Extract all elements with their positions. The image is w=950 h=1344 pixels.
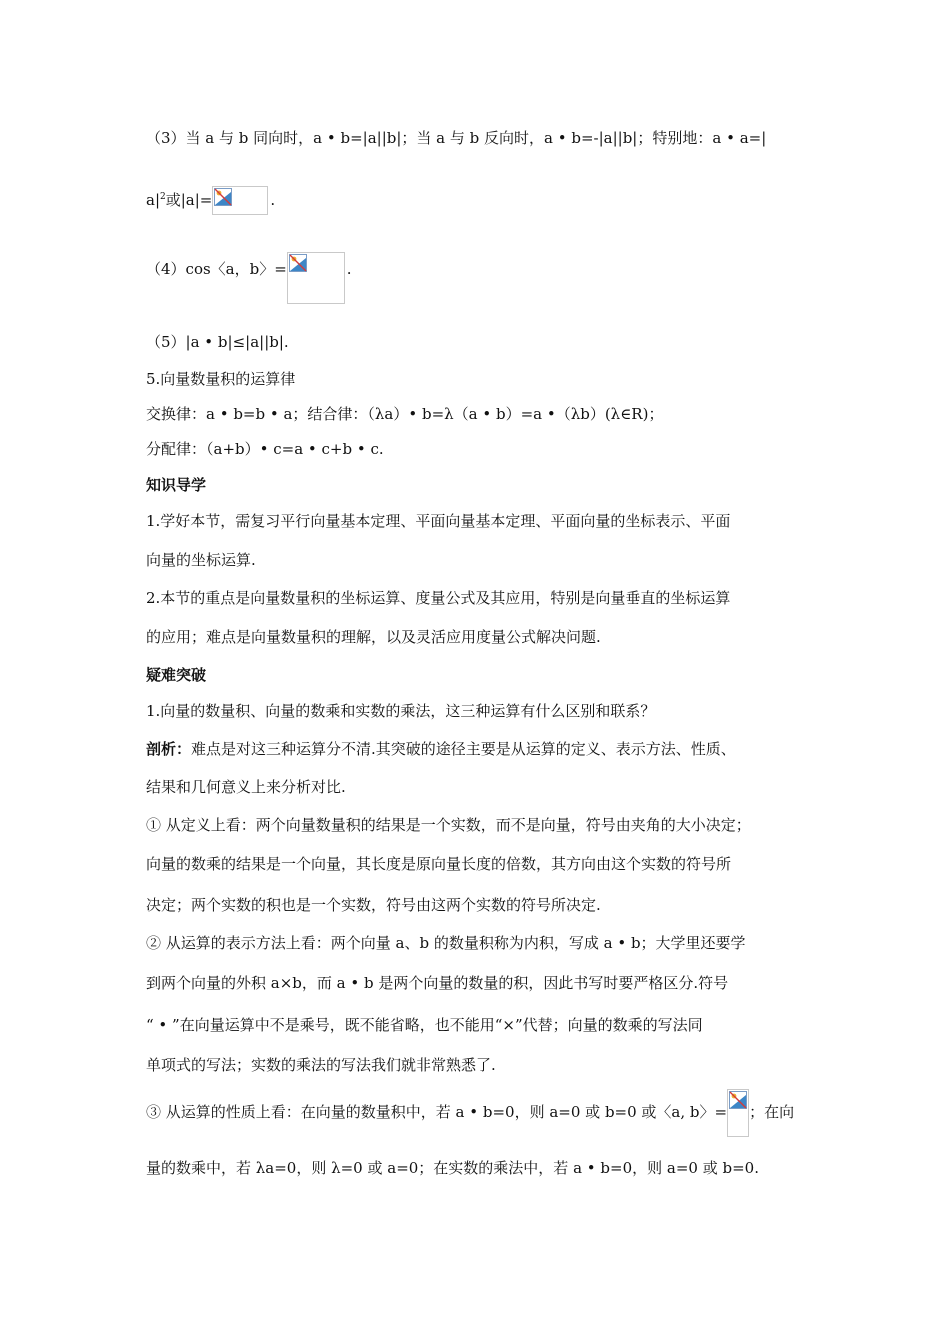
text-fragment: （4）cos〈a，b〉= [146,260,287,278]
text-line [146,738,810,760]
text-line: ① 从定义上看：两个向量数量积的结果是一个实数，而不是向量，符号由夹角的大小决定； [146,816,751,834]
heading-knowledge-guide: 知识导学 [146,476,207,494]
superscript: 2 [160,192,166,202]
text-line: 1.向量的数量积、向量的数乘和实数的乘法，这三种运算有什么区别和联系？ [146,702,656,720]
text-fragment: ；在向 [749,1103,795,1121]
section-title: 5.向量数量积的运算律 [146,370,296,388]
formula-image-placeholder [727,1089,749,1137]
broken-image-icon [289,254,307,272]
analysis-label: 剖析： [146,740,192,758]
text-line [146,1101,810,1137]
broken-image-icon [214,188,232,206]
text-line: ② 从运算的表示方法上看：两个向量 a、b 的数量积称为内积，写成 a • b；大学里还要学 [146,934,746,952]
text-fragment: a| [146,191,160,209]
text-line [146,186,810,215]
text-fragment: . [346,260,352,278]
text-line: 2.本节的重点是向量数量积的坐标运算、度量公式及其应用，特别是向量垂直的坐标运算 [146,589,731,607]
text-fragment: ③ 从运算的性质上看：在向量的数量积中，若 a • b=0，则 a=0 或 b=0 或〈a, b〉= [146,1103,728,1121]
text-line: “ • ”在向量运算中不是乘号，既不能省略，也不能用“×”代替；向量的数乘的写法同 [146,1016,703,1034]
heading-difficulty: 疑难突破 [146,666,207,684]
text-line: 结果和几何意义上来分析对比. [146,778,346,796]
text-line: 量的数乘中，若 λa=0，则 λ=0 或 a=0；在实数的乘法中，若 a • b=0，则 a=0 或 b=0. [146,1159,759,1177]
text-line: 交换律：a • b=b • a；结合律：（λa）• b=λ（a • b）=a •（λb）(λ∈R)； [146,405,664,423]
text-line: 到两个向量的外积 a×b，而 a • b 是两个向量的数量的积，因此书写时要严格区分.符号 [146,974,729,992]
text-line: 的应用；难点是向量数量积的理解，以及灵活应用度量公式解决问题. [146,628,601,646]
text-fragment: . [270,191,276,209]
text-line: 单项式的写法；实数的乘法的写法我们就非常熟悉了. [146,1056,496,1074]
text-line: 1.学好本节，需复习平行向量基本定理、平面向量基本定理、平面向量的坐标表示、平面 [146,512,731,530]
text-line: 向量的坐标运算. [146,551,256,569]
text-line: 决定；两个实数的积也是一个实数，符号由这两个实数的符号所决定. [146,896,601,914]
text-line [146,258,810,304]
formula-image-placeholder [287,252,345,304]
text-line: 分配律：（a+b）• c=a • c+b • c. [146,440,384,458]
text-line: 向量的数乘的结果是一个向量，其长度是原向量长度的倍数，其方向由这个实数的符号所 [146,855,732,873]
broken-image-icon [729,1091,747,1109]
text-line: （3）当 a 与 b 同向时，a • b=|a||b|；当 a 与 b 反向时，a • b=-|a||b|；特别地：a • a=| [146,129,767,147]
text-fragment: 难点是对这三种运算分不清.其突破的途径主要是从运算的定义、表示方法、性质、 [191,740,736,758]
formula-image-placeholder [212,186,268,215]
text-fragment: 或|a|= [165,191,213,209]
text-line: （5）|a • b|≤|a||b|. [146,333,289,351]
